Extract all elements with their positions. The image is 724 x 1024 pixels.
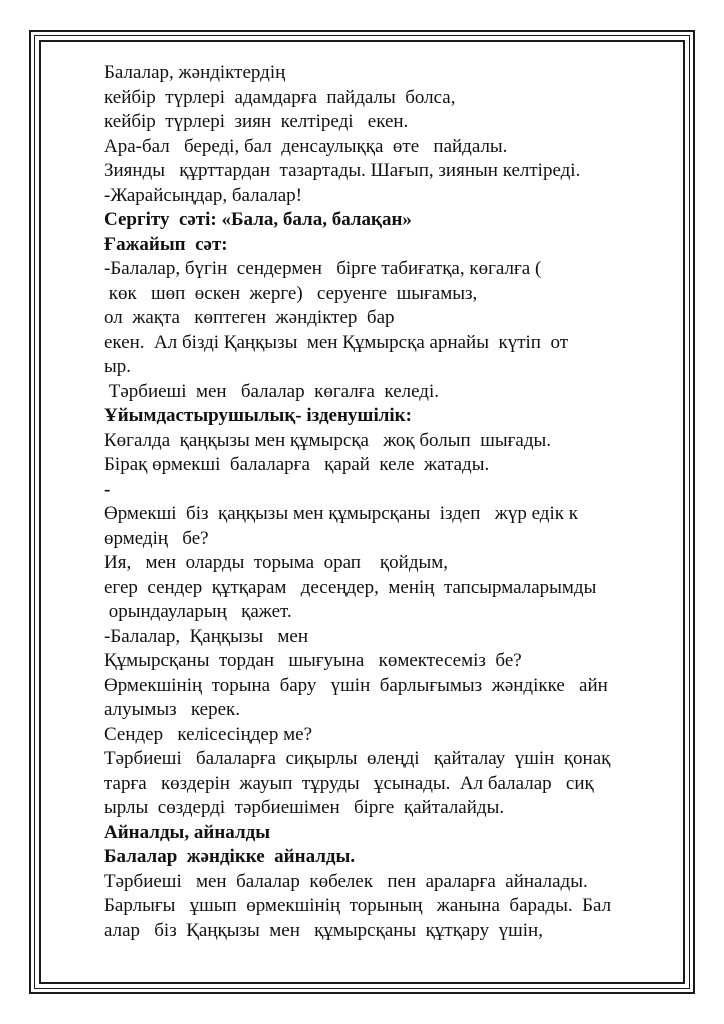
document-heading-line: - [104,478,111,500]
document-text-line: ол жақта көптеген жәндіктер бар [104,307,395,328]
document-text-line: ырлы сөздерді тәрбиешімен бірге қайталайды. [104,797,505,818]
document-text-line: Барлығы ұшып өрмекшінің торының жанына барады. Бал [104,895,612,916]
document-text-line: егер сендер құтқарам десеңдер, менің тапсырмаларымды [104,576,597,598]
document-heading-line: Балалар жәндікке айналды. [104,846,356,867]
document-text-line: Зиянды құрттардан тазартады. Шағып, зиянын келтіреді. [104,160,581,181]
document-text-line: Балалар, жәндіктердің [104,62,286,83]
document-text-line: -Жарайсыңдар, балалар! [104,184,302,206]
document-text-line: Сендер келісесіңдер ме? [104,723,312,745]
document-body [104,61,672,943]
document-text-line: көк шөп өскен жерге) серуенге шығамыз, [104,282,478,304]
document-heading-line: Сергіту сәті: «Бала, бала, балақан» [104,209,412,230]
document-text-line: кейбір түрлері зиян келтіреді екен. [104,111,409,132]
document-text-line: Тәрбиеші мен балалар көбелек пен араларға айналады. [104,870,588,892]
document-text-line: орындауларың қажет. [104,601,292,622]
document-text-line: алуымыз керек. [104,699,240,720]
document-text-line: кейбір түрлері адамдарға пайдалы болса, [104,86,456,108]
document-text-line: ыр. [104,356,132,377]
document-text-line: Өрмекші біз қаңқызы мен құмырсқаны іздеп жүр едік к [104,503,578,524]
document-heading-line: Ұйымдастырушылық- ізденушілік: [104,405,412,426]
document-text-line: өрмедің бе? [104,527,209,549]
document-text-line: Құмырсқаны тордан шығуына көмектесеміз бе? [104,650,522,671]
document-text-line: -Балалар, бүгін сендермен бірге табиғатқа, көгалға ( [104,258,542,279]
document-text-line: Тәрбиеші мен балалар көгалға келеді. [104,380,439,402]
document-text-line: Тәрбиеші балаларға сиқырлы өлеңді қайталау үшін қонақ [104,748,611,769]
document-heading-line: Ғажайып сәт: [104,233,228,255]
document-text-line: Көгалда қаңқызы мен құмырсқа жоқ болып шығады. [104,429,552,451]
document-text-line: -Балалар, Қаңқызы мен [104,625,308,647]
document-text-line: екен. Ал бізді Қаңқызы мен Құмырсқа арнайы күтіп от [104,331,569,353]
document-heading-line: Айналды, айналды [104,821,271,843]
document-text-line: алар біз Қаңқызы мен құмырсқаны құтқару үшін, [104,919,543,941]
document-text-line: тарға көздерін жауып тұруды ұсынады. Ал балалар сиқ [104,772,594,794]
document-text-line: Бірақ өрмекші балаларға қарай келе жатады. [104,454,490,475]
document-text-line: Өрмекшінің торына бару үшін барлығымыз жәндікке айн [104,674,608,696]
document-text-line: Ия, мен оларды торыма орап қойдым, [104,552,449,573]
document-text-line: Ара-бал береді, бал денсаулыққа өте пайдалы. [104,135,508,157]
